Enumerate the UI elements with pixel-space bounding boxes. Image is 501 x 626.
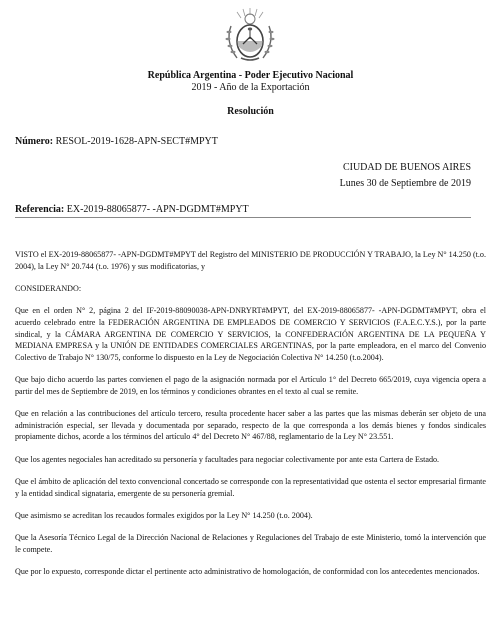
referencia-value: EX-2019-88065877- -APN-DGDMT#MPYT — [66, 204, 249, 215]
year-motto: 2019 - Año de la Exportación — [191, 82, 310, 93]
numero-label: Número: — [15, 136, 54, 147]
resolution-body — [15, 249, 486, 588]
paragraph: Que en el orden N° 2, página 2 del IF-2019-88090038-APN-DNRYRT#MPYT, del EX-2019-88065877- -APN-DGDMT#MPYT, obra el acuerdo celebrado entre la FEDERACIÓN ARGENTINA DE EMPLEADOS DE COMERCIO Y SERVICIOS (F.A.E.C.Y.S.), por la parte sindical, y la CÁMARA ARGENTINA DE COMERCIO Y SERVICIOS, la CONFEDERACIÓN ARGENTINA DE LA PEQUEÑA Y MEDIANA EMPRESA y la UNIÓN DE ENTIDADES COMERCIALES ARGENTINAS, por la parte empleadora, en el marco del Convenio Colectivo de Trabajo N° 130/75, conforme lo dispuesto en la Ley de Negociación Colectiva N° 14.250 (t.o.2004). — [15, 306, 486, 362]
paragraph: Que el ámbito de aplicación del texto convencional concertado se corresponde con la representatividad que ostenta el sector empresarial firmante y la entidad sindical signataria, emergente de su personería gremial. — [15, 476, 486, 498]
city: CIUDAD DE BUENOS AIRES — [342, 162, 471, 173]
considerando-heading: CONSIDERANDO: — [15, 283, 82, 293]
issuer-title: República Argentina - Poder Ejecutivo Nacional — [147, 70, 354, 81]
paragraph: Que en relación a las contribuciones del artículo tercero, resulta procedente hacer saber a las partes que las mismas deberán ser objeto de una administración especial, ser llevada y documentada por separado, respecto de la que corresponda a los demás bienes y fondos sindicales propiamente dichos, acorde a los términos del artículo 4° del Decreto N° 467/88, reglamentario de la Ley N° 23.551. — [15, 409, 486, 442]
numero-value: RESOL-2019-1628-APN-SECT#MPYT — [55, 136, 218, 147]
referencia-label: Referencia: — [15, 204, 65, 215]
numero-line — [15, 136, 218, 147]
divider — [15, 217, 471, 218]
paragraph: Que bajo dicho acuerdo las partes convienen el pago de la asignación normada por el Artículo 1° del Decreto 665/2019, cuya vigencia opera a partir del mes de Septiembre de 2019, en los términos y condiciones obrantes en el texto al cual se remite. — [15, 375, 486, 396]
visto-paragraph: VISTO el EX-2019-88065877- -APN-DGDMT#MPYT del Registro del MINISTERIO DE PRODUCCIÓN Y TRABAJO, la Ley N° 14.250 (t.o. 2004), la Ley N° 20.744 (t.o. 1976) y sus modificatorias, y — [15, 250, 486, 271]
location-block — [340, 160, 471, 192]
paragraph: Que los agentes negociales han acreditado su personería y facultades para negociar colectivamente por ante esta Cartera de Estado. — [15, 454, 440, 464]
document-type: Resolución — [227, 106, 274, 117]
coat-of-arms-emblem — [219, 6, 281, 66]
paragraph: Que la Asesoría Técnico Legal de la Dirección Nacional de Relaciones y Regulaciones del Trabajo de este Ministerio, tomó la intervención que le compete. — [15, 532, 486, 554]
referencia-line — [15, 204, 249, 215]
paragraph: Que por lo expuesto, corresponde dictar el pertinente acto administrativo de homologación, de conformidad con los antecedentes mencionados. — [15, 566, 480, 576]
paragraph: Que asimismo se acreditan los recaudos formales exigidos por la Ley N° 14.250 (t.o. 2004). — [15, 510, 313, 520]
date: Lunes 30 de Septiembre de 2019 — [339, 178, 471, 189]
